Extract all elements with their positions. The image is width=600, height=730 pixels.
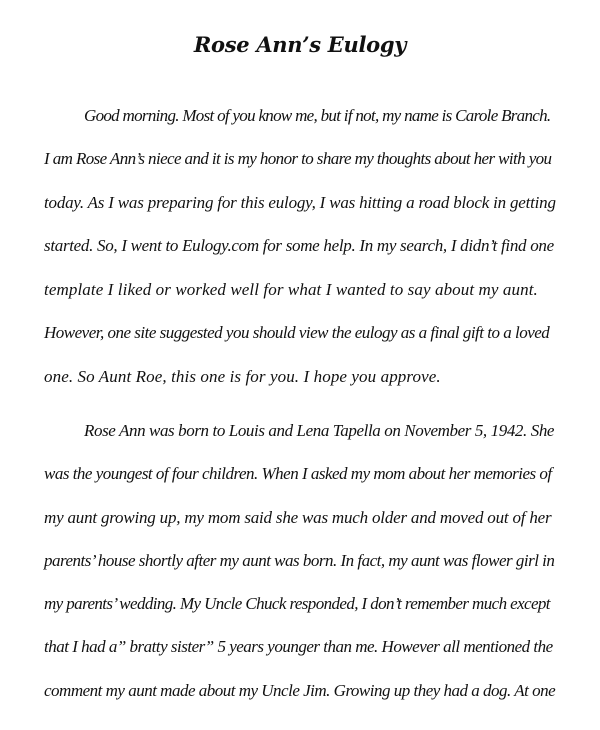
document-page: Rose Ann’s Eulogy Good morning. Most of you know me, but if not, my name is Carole Branch. I am Rose Ann’s niece and it is my honor to share my thoughts about her with you today. As I was preparing for this eulogy, I was hitting a road block in getting started. So, I went to Eulogy.com for some help. In my search, I didn’t find one template I liked or worked well for what I wanted to say about my aunt. However, one site suggested you should view the eulogy as a final gift to a loved one. So Aunt Roe, this one is for you. I hope you approve. Rose Ann was born to Louis and Lena Tapella on November 5, 1942. She was the youngest of four children. When I asked my mom about her memories of my aunt growing up, my mom said she was much older and moved out of her parents’ house shortly after my aunt was born. In fact, my aunt was flower girl in my parents’ wedding. My Uncle Chuck responded, I don’t remember much except that I had a” bratty sister” 5 years younger than me. However all mentioned the comment my aunt made about my Uncle Jim. Growing up they had a dog. At one xyxy=(0,0,600,730)
document-title: Rose Ann’s Eulogy xyxy=(193,32,407,57)
